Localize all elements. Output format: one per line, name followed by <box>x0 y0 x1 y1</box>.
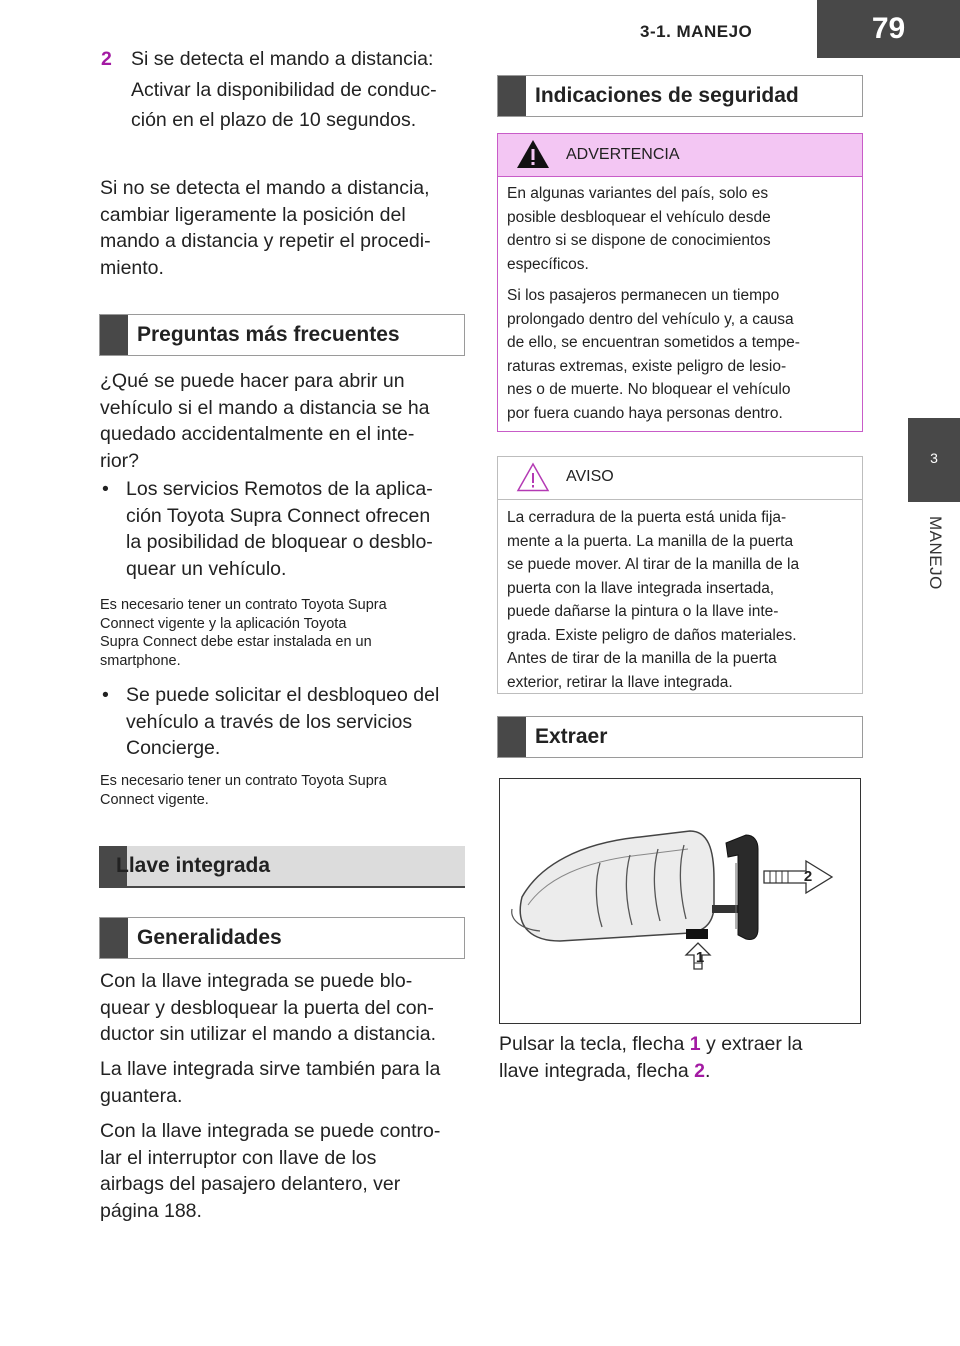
heading-text: Extraer <box>535 725 608 748</box>
text-line: se puede mover. Al tirar de la manilla de la <box>507 556 800 573</box>
paragraph-retry <box>100 175 470 281</box>
note-line: Es necesario tener un contrato Toyota Supra <box>100 597 387 613</box>
key-extraction-illustration <box>499 778 861 1024</box>
arrow-number-2: 2 <box>694 1059 705 1082</box>
remote-key-drawing <box>500 779 860 1023</box>
text-line: por fuera cuando haya personas dentro. <box>507 404 783 422</box>
note-line: smartphone. <box>100 652 181 669</box>
text-line: La cerradura de la puerta está unida fija- <box>507 509 787 526</box>
heading-faq <box>99 314 465 356</box>
paragraph-glovebox <box>100 1056 470 1109</box>
notice-title: AVISO <box>566 468 614 485</box>
text-line: prolongado dentro del vehículo y, a causa <box>507 310 794 328</box>
callout-1: 1 <box>695 949 705 966</box>
heading-general <box>99 917 465 959</box>
text-line: ¿Qué se puede hacer para abrir un <box>100 370 405 392</box>
text-line: ción Toyota Supra Connect ofrecen <box>126 504 431 527</box>
warning-box <box>497 133 863 432</box>
paragraph-airbag <box>100 1118 470 1224</box>
note-contract-app <box>100 596 470 670</box>
paragraph-lock-unlock <box>100 968 470 1048</box>
warning-header <box>498 134 862 177</box>
text-line: página 188. <box>100 1199 202 1222</box>
text-line: ductor sin utilizar el mando a distancia. <box>100 1023 437 1045</box>
figure-caption <box>499 1031 869 1084</box>
text-line: miento. <box>100 256 164 279</box>
text-line: puerta con la llave integrada insertada, <box>507 579 775 597</box>
text-line: guantera. <box>100 1084 183 1107</box>
heading-text: Preguntas más frecuentes <box>137 323 400 346</box>
page-number: 79 <box>871 12 906 45</box>
text-line: La llave integrada sirve también para la <box>100 1058 441 1080</box>
note-line: Es necesario tener un contrato Toyota Supra <box>100 773 387 789</box>
notice-body <box>498 500 862 694</box>
heading-underline <box>99 886 465 888</box>
text-line: lar el interruptor con llave de los <box>100 1146 377 1169</box>
heading-tab <box>498 76 526 116</box>
notice-paragraph <box>507 506 850 694</box>
chapter-side-label: MANEJO <box>926 516 945 590</box>
text-line: mando a distancia y repetir el procedi- <box>100 230 431 252</box>
text-line: Si los pasajeros permanecen un tiempo <box>507 287 780 304</box>
text-line: airbags del pasajero delantero, ver <box>100 1173 401 1195</box>
note-line: Connect vigente y la aplicación Toyota <box>100 615 347 632</box>
text-line: grada. Existe peligro de daños materiales. <box>507 626 797 644</box>
warning-triangle-icon <box>516 139 550 169</box>
heading-tab <box>100 918 128 958</box>
text-line: raturas extremas, existe peligro de lesio- <box>507 357 787 375</box>
text-line: dentro si se dispone de conocimientos <box>507 232 771 249</box>
text-line: puede dañarse la pintura o la llave inte- <box>507 603 779 620</box>
bullet-mark: • <box>102 478 109 500</box>
caption-line-1 <box>499 1031 869 1058</box>
text-line: quedado accidentalmente en el inte- <box>100 423 415 445</box>
heading-text: Generalidades <box>137 926 282 949</box>
text-line: vehículo a través de los servicios <box>126 710 413 733</box>
step-2-line: Si se detecta el mando a distancia: <box>131 48 434 70</box>
warning-title: ADVERTENCIA <box>566 146 680 163</box>
text-line: vehículo si el mando a distancia se ha <box>100 396 430 419</box>
text-line: de ello, se encuentran sometidos a tempe- <box>507 334 800 351</box>
text-line: quear y desbloquear la puerta del con- <box>100 996 434 1019</box>
warning-paragraph <box>507 182 850 276</box>
text-line: Concierge. <box>126 737 221 759</box>
text-line: rior? <box>100 449 140 472</box>
heading-tab <box>498 717 526 757</box>
text-line: En algunas variantes del país, solo es <box>507 185 769 202</box>
notice-header <box>498 457 862 500</box>
text-line: posible desbloquear el vehículo desde <box>507 208 771 226</box>
text-line: Con la llave integrada se puede contro- <box>100 1120 441 1142</box>
caption-text: llave integrada, flecha <box>499 1059 695 1082</box>
note-contract <box>100 772 470 809</box>
chapter-tab-number: 3 <box>930 450 938 466</box>
text-line: exterior, retirar la llave integrada. <box>507 673 733 691</box>
text-line: quear un vehículo. <box>126 557 287 580</box>
text-line: cambiar ligeramente la posición del <box>100 203 406 226</box>
step-number: 2 <box>101 48 112 70</box>
note-line: Connect vigente. <box>100 791 209 808</box>
callout-2: 2 <box>803 868 813 885</box>
text-line: Los servicios Remotos de la aplica- <box>126 478 433 500</box>
caution-triangle-icon <box>516 462 550 492</box>
arrow-number-1: 1 <box>689 1033 701 1055</box>
text-line: nes o de muerte. No bloquear el vehículo <box>507 381 791 398</box>
warning-body <box>498 177 862 425</box>
caption-text: . <box>704 1059 711 1082</box>
caption-text: y extraer la <box>700 1033 803 1055</box>
text-line: Con la llave integrada se puede blo- <box>100 970 413 992</box>
heading-safety <box>497 75 863 117</box>
caption-text: Pulsar la tecla, flecha <box>499 1033 690 1055</box>
note-line: Supra Connect debe estar instalada en un <box>100 634 372 650</box>
bullet-remote-services <box>100 476 470 582</box>
bullet-concierge <box>100 682 470 762</box>
faq-question <box>100 368 470 474</box>
text-line: Se puede solicitar el desbloqueo del <box>126 684 440 706</box>
notice-box <box>497 456 863 694</box>
heading-text: Llave integrada <box>116 854 271 877</box>
heading-tab <box>100 315 128 355</box>
step-2 <box>98 46 468 134</box>
text-line: específicos. <box>507 255 589 273</box>
step-2-line: Activar la disponibilidad de conduc- <box>131 78 437 101</box>
text-line: Si no se detecta el mando a distancia, <box>100 177 430 199</box>
text-line: mente a la puerta. La manilla de la puerta <box>507 532 794 550</box>
text-line: Antes de tirar de la manilla de la puerta <box>507 650 777 667</box>
heading-extract <box>497 716 863 758</box>
section-title: 3-1. MANEJO <box>640 22 753 41</box>
heading-integrated-key <box>99 846 465 888</box>
warning-paragraph <box>507 284 850 425</box>
heading-text: Indicaciones de seguridad <box>535 84 799 107</box>
caption-line-2 <box>499 1058 869 1085</box>
bullet-mark: • <box>102 684 109 706</box>
text-line: la posibilidad de bloquear o desblo- <box>126 531 433 553</box>
step-2-line: ción en el plazo de 10 segundos. <box>131 109 417 131</box>
